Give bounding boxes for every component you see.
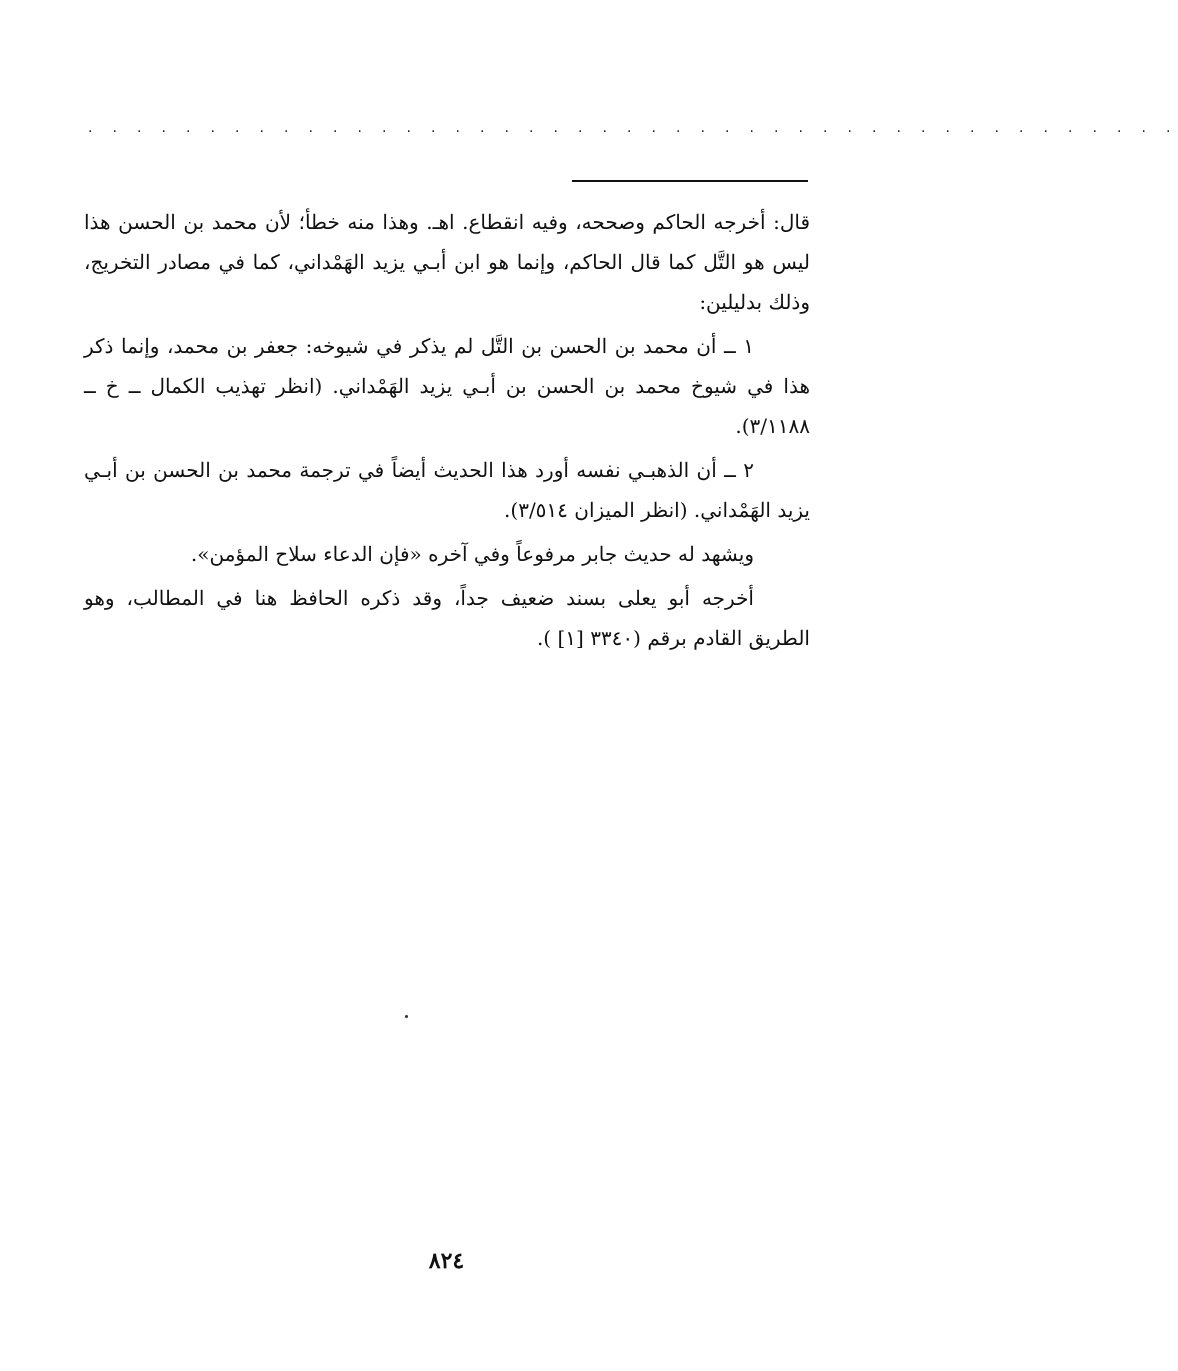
footnote-body: [84, 202, 810, 662]
footnote-paragraph-1: قال: أخرجه الحاكم وصححه، وفيه انقطاع. اهـ. وهذا منه خطأ؛ لأن محمد بن الحسن هذا ليس هو التَّل كما قال الحاكم، وإنما هو ابن أبـي يزيد الهَمْداني، كما في مصادر التخريج، وذلك بدليلين:: [84, 210, 810, 314]
footnote-paragraph-5: أخرجه أبو يعلى بسند ضعيف جداً، وقد ذكره الحافظ هنا في المطالب، وهو الطريق القادم برقم (٣٣٤٠ [١] ).: [84, 586, 810, 650]
footnote-paragraph-2: ١ ــ أن محمد بن الحسن بن التَّل لم يذكر في شيوخه: جعفر بن محمد، وإنما ذكر هذا في شيوخ محمد بن الحسن بن أبـي يزيد الهَمْداني. (انظر تهذيب الكمال ــ خ ــ ٣/١١٨٨).: [84, 334, 810, 438]
ink-speck: [405, 1015, 408, 1018]
footnote-paragraph-4: ويشهد له حديث جابر مرفوعاً وفي آخره «فإن الدعاء سلاح المؤمن».: [190, 542, 754, 566]
page-number: ٨٢٤: [428, 1248, 465, 1274]
dotted-separator: . . . . . . . . . . . . . . . . . . . . . . . . . . . . . . . . . . . . . . . . . . . . .: [88, 120, 1178, 136]
footnote-paragraph-3: ٢ ــ أن الذهبـي نفسه أورد هذا الحديث أيضاً في ترجمة محمد بن الحسن بن أبـي يزيد الهَمْداني. (انظر الميزان ٣/٥١٤).: [84, 458, 810, 522]
footnote-rule: [572, 180, 808, 182]
